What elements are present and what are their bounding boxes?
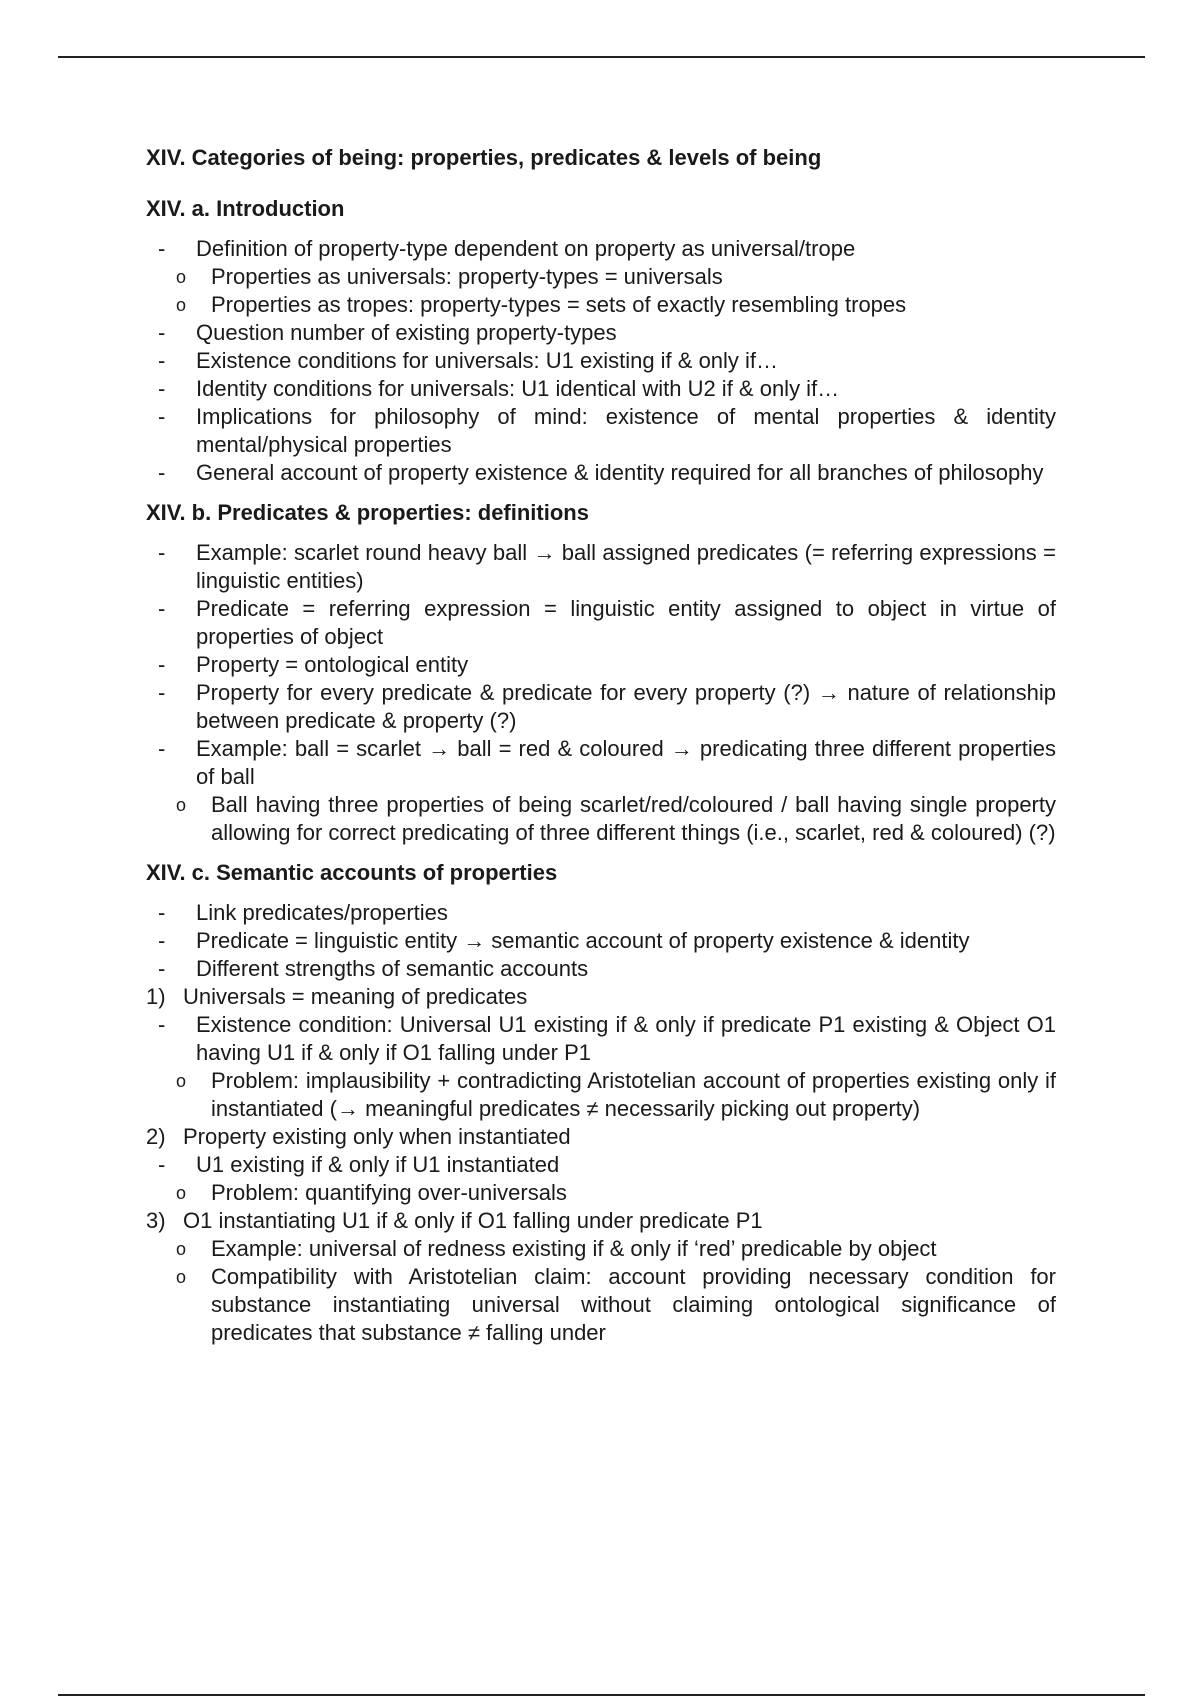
list-item-text: Property for every predicate & predicate for every property (?) → nature of relationship between predicate & property (?): [196, 680, 1056, 733]
list-item: [146, 459, 1056, 487]
dash-bullet-icon: -: [158, 680, 166, 705]
list-item-text: Properties as tropes: property-types = sets of exactly resembling tropes: [211, 292, 907, 317]
number-marker: 1): [146, 984, 166, 1009]
dash-bullet-icon: -: [158, 928, 166, 953]
top-rule: [58, 56, 1145, 58]
list-item-text: General account of property existence & identity required for all branches of philosophy: [196, 460, 1044, 485]
list-item-text: Universals = meaning of predicates: [183, 984, 528, 1009]
number-marker: 3): [146, 1208, 166, 1233]
circle-bullet-icon: o: [176, 295, 187, 315]
dash-bullet-icon: -: [158, 596, 166, 621]
dash-bullet-icon: -: [158, 404, 166, 429]
list-item: [146, 735, 1056, 791]
list-item: [146, 927, 1056, 955]
list-item-text: O1 instantiating U1 if & only if O1 falling under predicate P1: [183, 1208, 763, 1233]
list-item: [146, 235, 1056, 263]
dash-bullet-icon: -: [158, 540, 166, 565]
list-item: [146, 403, 1056, 459]
dash-bullet-icon: -: [158, 1012, 166, 1037]
list-item: [146, 1151, 1056, 1179]
list-item-text: Property = ontological entity: [196, 652, 469, 677]
dash-bullet-icon: -: [158, 652, 166, 677]
section-introduction: [146, 195, 1056, 487]
circle-bullet-icon: o: [176, 1267, 187, 1287]
list-item: [146, 1207, 1056, 1235]
dash-bullet-icon: -: [158, 348, 166, 373]
dash-bullet-icon: -: [158, 236, 166, 261]
list-item-text: Existence condition: Universal U1 existing if & only if predicate P1 existing & Object O1 having U1 if & only if O1 falling under P1: [196, 1012, 1056, 1065]
circle-bullet-icon: o: [176, 1071, 187, 1091]
list-item-text: Predicate = referring expression = linguistic entity assigned to object in virtue of properties of object: [196, 596, 1056, 649]
list-item: [146, 1263, 1056, 1347]
list-item-text: Question number of existing property-types: [196, 320, 617, 345]
list-item-text: Implications for philosophy of mind: existence of mental properties & identity mental/physical properties: [196, 404, 1056, 457]
list-item: [146, 263, 1056, 291]
section-heading: XIV. b. Predicates & properties: definitions: [146, 500, 589, 525]
list-item-text: Identity conditions for universals: U1 identical with U2 if & only if…: [196, 376, 840, 401]
document-body: [146, 144, 1056, 1359]
bottom-rule: [58, 1694, 1145, 1696]
list-item: [146, 1179, 1056, 1207]
circle-bullet-icon: o: [176, 795, 187, 815]
list-item-text: Different strengths of semantic accounts: [196, 956, 589, 981]
list-item-text: U1 existing if & only if U1 instantiated: [196, 1152, 560, 1177]
list-item-text: Problem: quantifying over-universals: [211, 1180, 567, 1205]
bullet-list: [146, 235, 1056, 487]
circle-bullet-icon: o: [176, 267, 187, 287]
dash-bullet-icon: -: [158, 1152, 166, 1177]
list-item: [146, 651, 1056, 679]
list-item: [146, 899, 1056, 927]
list-item: [146, 679, 1056, 735]
section-predicates-properties: [146, 499, 1056, 847]
list-item: [146, 1123, 1056, 1151]
list-item: [146, 791, 1056, 847]
dash-bullet-icon: -: [158, 320, 166, 345]
dash-bullet-icon: -: [158, 956, 166, 981]
list-item-text: Properties as universals: property-types = universals: [211, 264, 723, 289]
list-item-text: Example: ball = scarlet → ball = red & coloured → predicating three different properties of ball: [196, 736, 1056, 789]
list-item-text: Compatibility with Aristotelian claim: account providing necessary condition for substance instantiating universal without claiming ontological significance of predicates that substance ≠ falling under: [211, 1264, 1056, 1345]
list-item-text: Example: scarlet round heavy ball → ball assigned predicates (= referring expressions = linguistic entities): [196, 540, 1056, 593]
document-title: XIV. Categories of being: properties, predicates & levels of being: [146, 145, 822, 170]
list-item: [146, 1235, 1056, 1263]
section-heading: XIV. c. Semantic accounts of properties: [146, 860, 558, 885]
list-item-text: Existence conditions for universals: U1 existing if & only if…: [196, 348, 779, 373]
number-marker: 2): [146, 1124, 166, 1149]
list-item: [146, 319, 1056, 347]
list-item: [146, 539, 1056, 595]
list-item: [146, 291, 1056, 319]
list-item: [146, 375, 1056, 403]
circle-bullet-icon: o: [176, 1183, 187, 1203]
dash-bullet-icon: -: [158, 736, 166, 761]
dash-bullet-icon: -: [158, 376, 166, 401]
section-heading: XIV. a. Introduction: [146, 196, 345, 221]
section-semantic-accounts: [146, 859, 1056, 1347]
list-item: [146, 983, 1056, 1011]
list-item-text: Property existing only when instantiated: [183, 1124, 571, 1149]
list-item-text: Definition of property-type dependent on property as universal/trope: [196, 236, 856, 261]
list-item-text: Predicate = linguistic entity → semantic account of property existence & identity: [196, 928, 970, 953]
list-item-text: Problem: implausibility + contradicting Aristotelian account of properties existing only if instantiated (→ meaningful predicates ≠ necessarily picking out property): [211, 1068, 1056, 1121]
list-item: [146, 347, 1056, 375]
list-item-text: Link predicates/properties: [196, 900, 448, 925]
list-item: [146, 1067, 1056, 1123]
circle-bullet-icon: o: [176, 1239, 187, 1259]
bullet-list: [146, 539, 1056, 847]
list-item: [146, 955, 1056, 983]
list-item: [146, 1011, 1056, 1067]
bullet-list: [146, 899, 1056, 1347]
list-item: [146, 595, 1056, 651]
list-item-text: Example: universal of redness existing if & only if ‘red’ predicable by object: [211, 1236, 937, 1261]
dash-bullet-icon: -: [158, 900, 166, 925]
list-item-text: Ball having three properties of being scarlet/red/coloured / ball having single property allowing for correct predicating of three different things (i.e., scarlet, red & coloured) (?): [211, 792, 1056, 845]
dash-bullet-icon: -: [158, 460, 166, 485]
